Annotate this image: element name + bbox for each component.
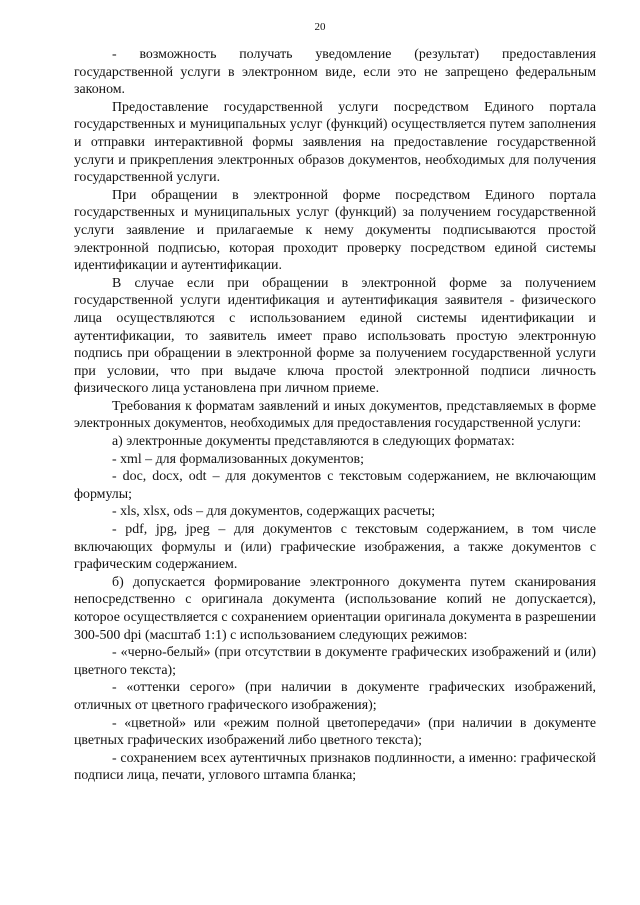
page-number: 20: [314, 21, 326, 33]
list-item-a-formats: а) электронные документы представляются в следующих форматах:: [112, 434, 515, 450]
paragraph-notification-right: - возможность получать уведомление (результат) предоставления государственной услуги в электронном виде, если это не запрещено федеральным законом.: [74, 47, 596, 98]
paragraph-identification: В случае если при обращении в электронной форме за получением государственной услуги идентификация и аутентификация заявителя - физического лица осуществляются с использованием единой системы идентификации и аутентификации, то заявитель имеет право использовать простую электронную подпись при обращении в электронной форме за получением государственной услуги при условии, что при выдаче ключа простой электронной подписи личность физического лица установлена при личном приеме.: [74, 275, 596, 397]
list-item-xls: - xls, xlsx, ods – для документов, содержащих расчеты;: [112, 504, 436, 520]
list-item-doc: - doc, docx, odt – для документов с текстовым содержанием, не включающим формулы;: [74, 469, 596, 502]
list-item-pdf: - pdf, jpg, jpeg – для документов с текстовым содержанием, в том числе включающих формулы и (или) графические изображения, а также документов с графическим содержанием.: [74, 522, 596, 573]
paragraph-portal-submission: Предоставление государственной услуги посредством Единого портала государственных и муниципальных услуг (функций) осуществляется путем заполнения и отправки интерактивной формы заявления на предоставление государственной услуги и прикрепления электронных образов документов, необходимых для получения государственной услуги.: [74, 99, 596, 186]
list-item-authenticity: - сохранением всех аутентичных признаков подлинности, а именно: графической подписи лица, печати, углового штампа бланка;: [74, 750, 596, 784]
list-item-color: - «цветной» или «режим полной цветопередачи» (при наличии в документе цветных графических изображений либо цветного текста);: [74, 715, 596, 749]
list-item-black-white: - «черно-белый» (при отсутствии в документе графических изображений и (или) цветного текста);: [74, 645, 596, 678]
document-body: [74, 46, 596, 785]
list-item-b-scanning: б) допускается формирование электронного документа путем сканирования непосредственно с оригинала документа (использование копий не допускается), которое осуществляется с сохранением ориентации оригинала документа в разрешении 300-500 dpi (масштаб 1:1) с использованием следующих режимов:: [74, 574, 596, 643]
paragraph-simple-signature: При обращении в электронной форме посредством Единого портала государственных и муниципальных услуг (функций) за получением государственной услуги заявление и прилагаемые к нему документы подписываются простой электронной подписью, которая проходит проверку посредством единой системы идентификации и аутентификации.: [74, 187, 596, 274]
list-item-grayscale: - «оттенки серого» (при наличии в документе графических изображений, отличных от цветного графического изображения);: [74, 680, 596, 713]
list-item-xml: - xml – для формализованных документов;: [112, 451, 364, 467]
paragraph-format-requirements: Требования к форматам заявлений и иных документов, представляемых в форме электронных документов, необходимых для предоставления государственной услуги:: [74, 398, 596, 432]
